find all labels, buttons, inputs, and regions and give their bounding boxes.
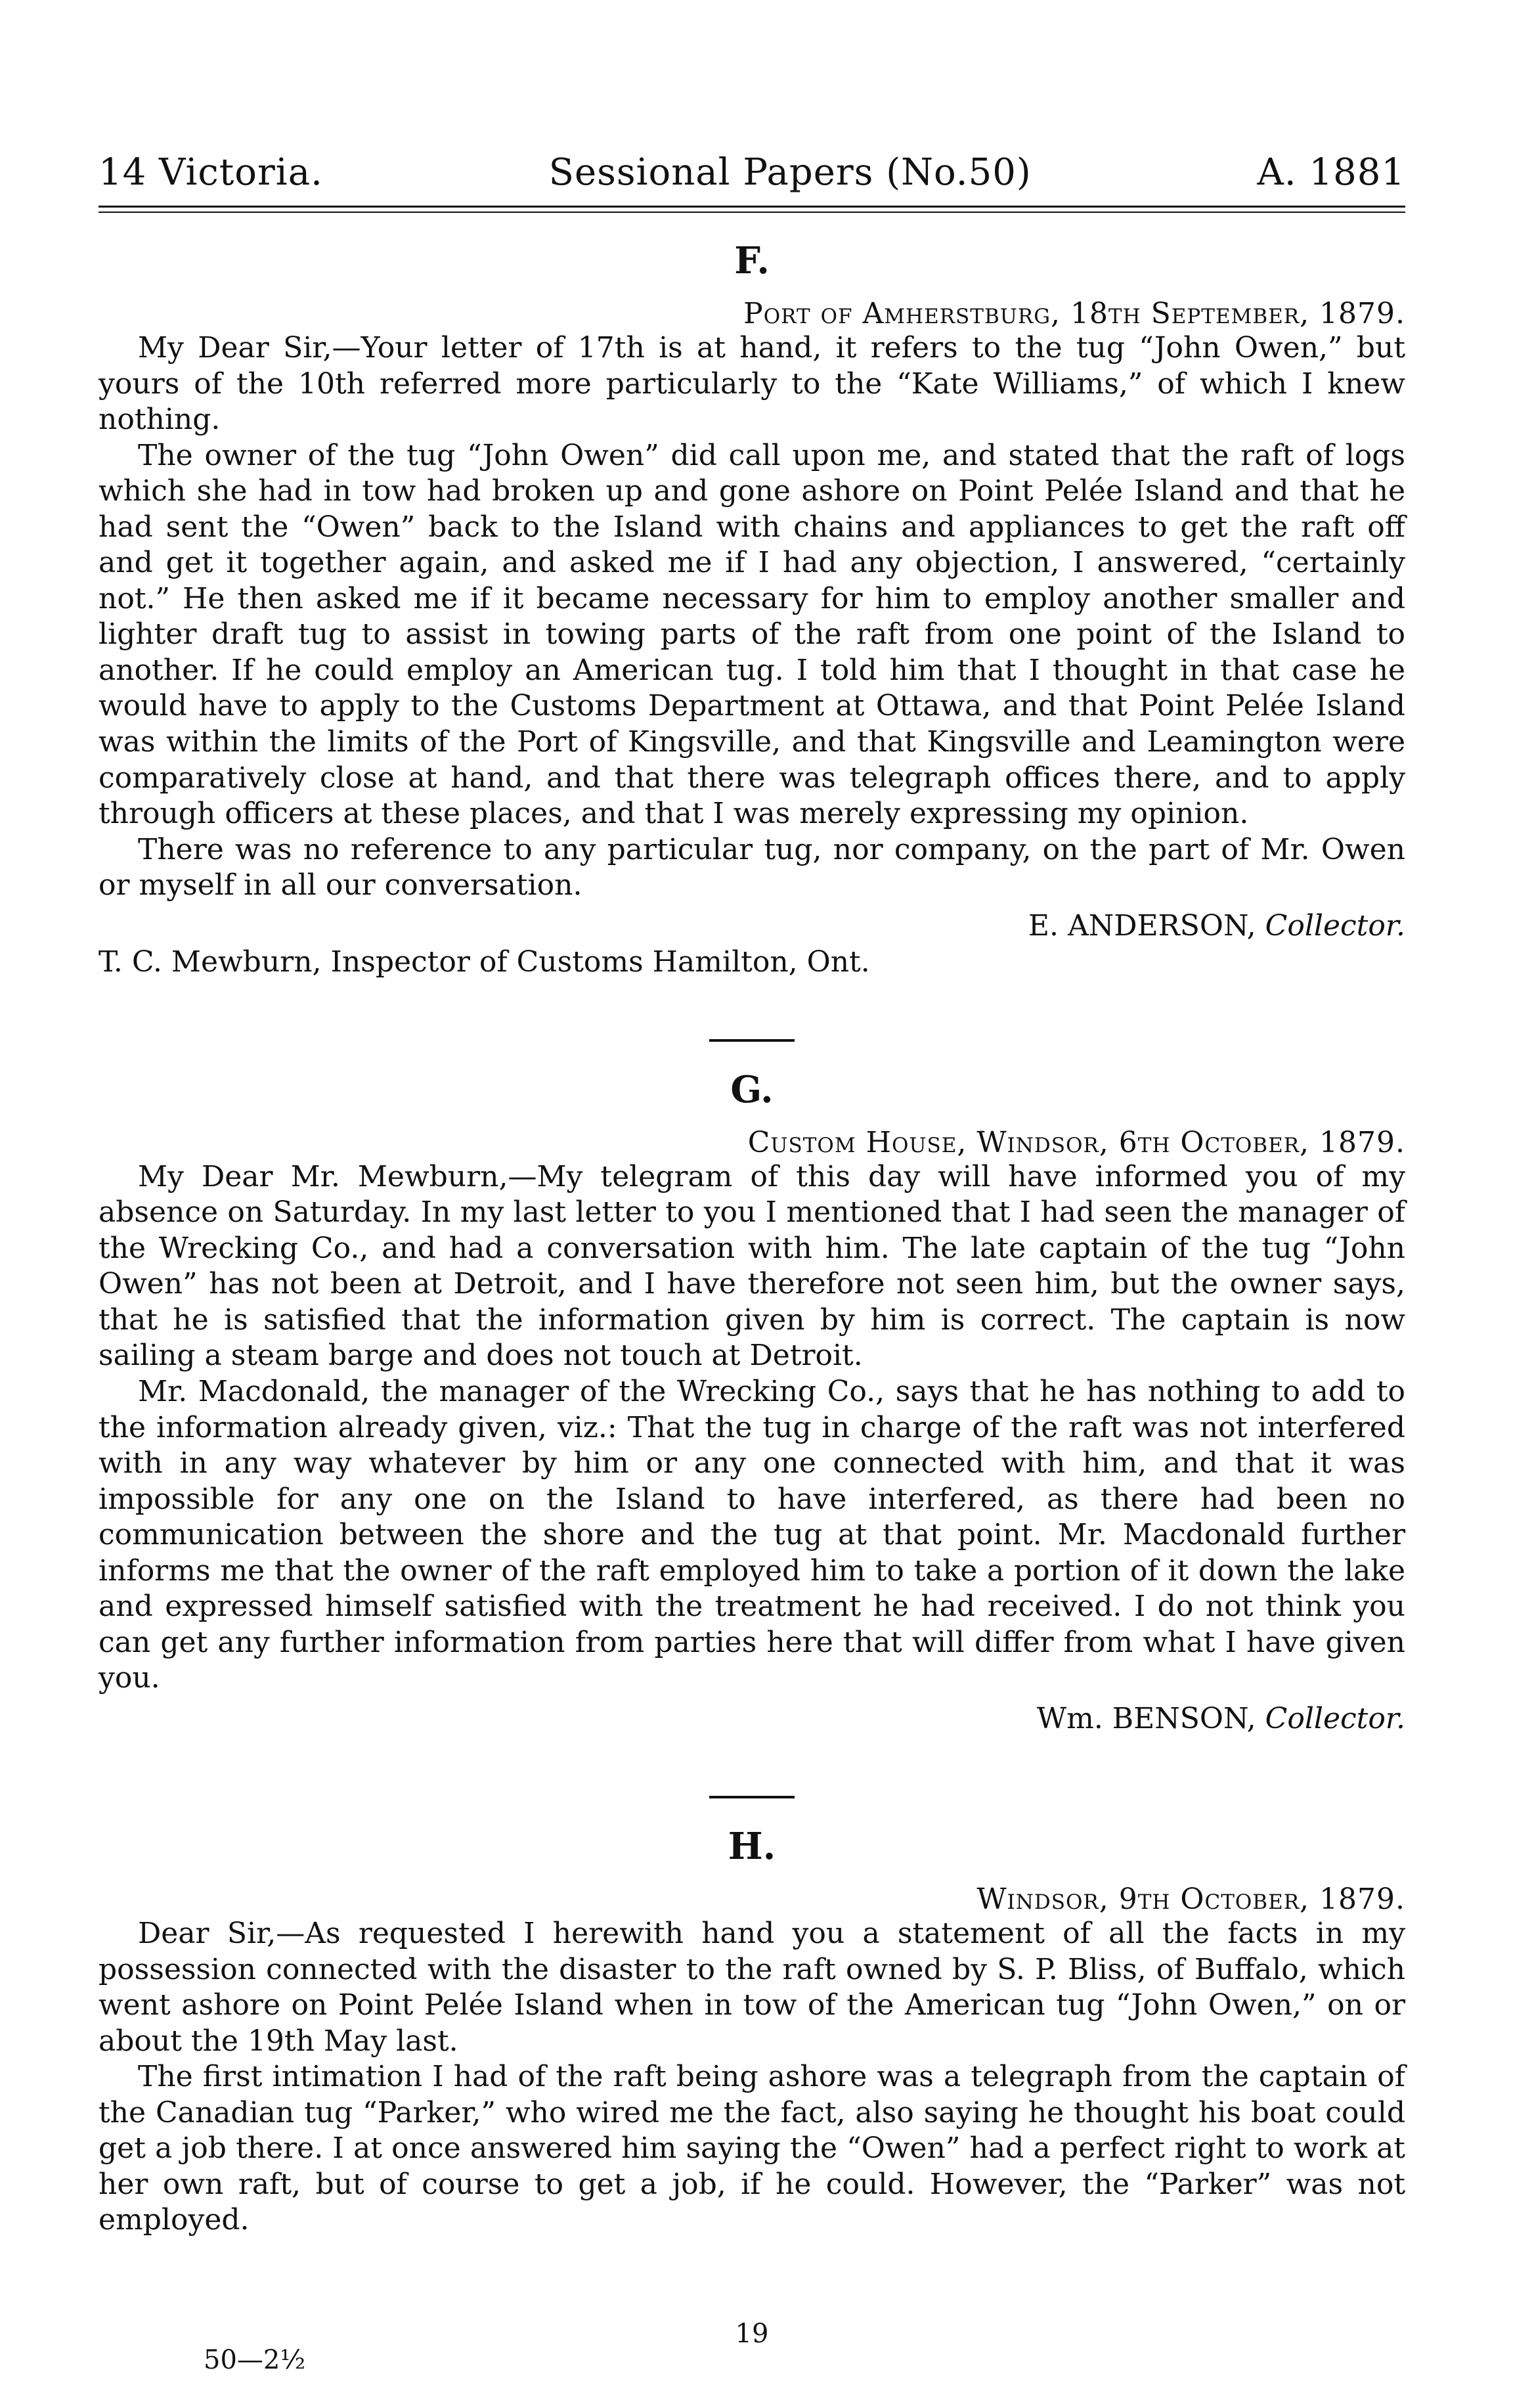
addressee-f: T. C. Mewburn, Inspector of Customs Hamilton, Ont. bbox=[99, 945, 870, 979]
paragraph: Mr. Macdonald, the manager of the Wrecking Co., says that he has nothing to add to the information already given, viz.: That the tug in charge of the raft was not interfered with in any way whatever by him or any one connected with him, and that it was impossible for any one on the Island to have interfered, as there had been no communication between the shore and the tug at that point. Mr. Macdonald further informs me that the owner of the raft employed him to take a portion of it down the lake and expressed himself satisfied with the treatment he had received. I do not think you can get any further information from parties here that will differ from what I have given you. bbox=[99, 1375, 1405, 1695]
dateline-h: Windsor, 9th October, 1879. bbox=[976, 1882, 1405, 1916]
header-year: A. 1881 bbox=[1257, 151, 1405, 194]
paragraph: Dear Sir,—As requested I herewith hand you a statement of all the facts in my possession connected with the disaster to the raft owned by S. P. Bliss, of Buffalo, which went ashore on Point Pelée Island when in tow of the American tug “John Owen,” on or about the 19th May last. bbox=[99, 1916, 1405, 2058]
header-series-title: Sessional Papers (No.50) bbox=[548, 151, 1032, 194]
signature-name: E. ANDERSON, bbox=[1028, 908, 1256, 943]
signature-title: Collector. bbox=[1265, 908, 1405, 943]
dateline-f: Port of Amherstburg, 18th September, 1879. bbox=[743, 297, 1405, 330]
header-regnal-year: 14 Victoria. bbox=[99, 151, 323, 194]
dateline-g: Custom House, Windsor, 6th October, 1879. bbox=[747, 1125, 1405, 1159]
header-rule bbox=[99, 206, 1405, 213]
section-letter-g: G. bbox=[730, 1067, 774, 1111]
paragraph: My Dear Mr. Mewburn,—My telegram of this day will have informed you of my absence on Saturday. In my last letter to you I mentioned that I had seen the manager of the Wrecking Co., and had a conversation with him. The late captain of the tug “John Owen” has not been at Detroit, and I have therefore not seen him, but the owner says, that he is satisfied that the information given by him is correct. The captain is now sailing a steam barge and does not touch at Detroit. bbox=[99, 1159, 1405, 1373]
section-letter-f: F. bbox=[734, 239, 770, 282]
running-header bbox=[99, 151, 1405, 194]
signature-name: Wm. BENSON, bbox=[1036, 1701, 1256, 1735]
page-number: 19 bbox=[735, 2319, 769, 2349]
signature-mark: 50—2½ bbox=[204, 2345, 306, 2375]
signature-f bbox=[99, 909, 1405, 943]
paragraph: My Dear Sir,—Your letter of 17th is at hand, it refers to the tug “John Owen,” but yours of the 10th referred more particularly to the “Kate Williams,” of which I knew nothing. bbox=[99, 331, 1405, 437]
signature-g bbox=[99, 1702, 1405, 1735]
section-divider bbox=[709, 1039, 795, 1042]
paragraph: There was no reference to any particular tug, nor company, on the part of Mr. Owen or myself in all our conversation. bbox=[99, 832, 1405, 903]
section-divider bbox=[709, 1796, 795, 1798]
signature-title: Collector. bbox=[1265, 1701, 1405, 1735]
paragraph: The owner of the tug “John Owen” did call upon me, and stated that the raft of logs which she had in tow had broken up and gone ashore on Point Pelée Island and that he had sent the “Owen” back to the Island with chains and appliances to get the raft off and get it together again, and asked me if I had any objection, I answered, “certainly not.” He then asked me if it became necessary for him to employ another smaller and lighter draft tug to assist in towing parts of the raft from one point of the Island to another. If he could employ an American tug. I told him that I thought in that case he would have to apply to the Customs Department at Ottawa, and that Point Pelée Island was within the limits of the Port of Kingsville, and that Kingsville and Leamington were comparatively close at hand, and that there was telegraph offices there, and to apply through officers at these places, and that I was merely expressing my opinion. bbox=[99, 438, 1405, 831]
document-page bbox=[99, 151, 1405, 2239]
section-letter-h: H. bbox=[728, 1824, 776, 1868]
paragraph: The first intimation I had of the raft being ashore was a telegraph from the captain of the Canadian tug “Parker,” who wired me the fact, also saying he thought his boat could get a job there. I at once answered him saying the “Owen” had a perfect right to work at her own raft, but of course to get a job, if he could. However, the “Parker” was not employed. bbox=[99, 2060, 1405, 2237]
